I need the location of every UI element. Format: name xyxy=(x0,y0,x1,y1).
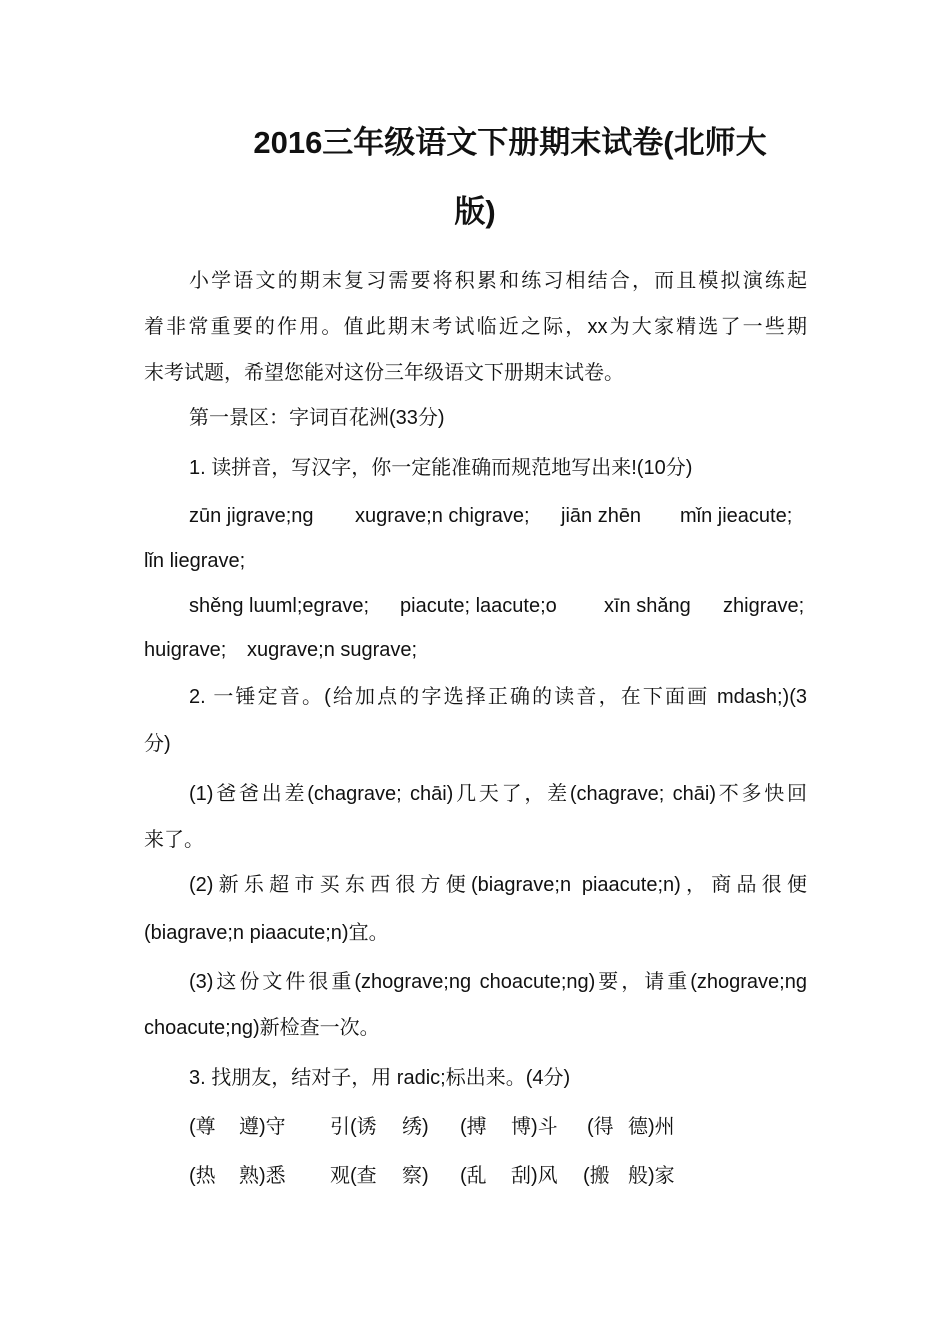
pinyin-row-2 xyxy=(189,592,807,620)
character-choice: 般)家 xyxy=(628,1165,675,1187)
question-1-heading: 1. 读拼音，写汉字，你一定能准确而规范地写出来!(10分) xyxy=(189,457,693,479)
character-choice: (尊 xyxy=(189,1116,216,1138)
character-choice: (热 xyxy=(189,1165,216,1187)
document-title-line-1: 2016三年级语文下册期末试卷(北师大 xyxy=(253,125,767,160)
character-choice: 博)斗 xyxy=(511,1116,558,1138)
pinyin-item: xugrave;n chigrave; xyxy=(355,505,530,527)
question-3-heading: 3. 找朋友，结对子，用 radic;标出来。(4分) xyxy=(189,1067,571,1089)
question-2-item-3-line-1: (3)这份文件很重(zhograve;ng choacute;ng)要，请重(zhograve;ng xyxy=(189,971,807,993)
question-2-heading-line-2: 分) xyxy=(144,733,171,755)
pinyin-item: xugrave;n sugrave; xyxy=(247,639,418,661)
character-choice: 观(查 xyxy=(330,1165,377,1187)
question-2-item-1-line-2: 来了。 xyxy=(144,829,204,851)
character-choice: 德)州 xyxy=(628,1116,675,1138)
character-choice: 遵)守 xyxy=(239,1116,286,1138)
character-choice: 察) xyxy=(402,1165,429,1187)
pinyin-item: jiān zhēn xyxy=(561,505,642,527)
pinyin-item: mǐn jieacute; xyxy=(680,505,793,527)
section-heading: 第一景区：字词百花洲(33分) xyxy=(189,407,445,429)
pinyin-item: xīn shǎng xyxy=(604,595,691,617)
document-title-line-2: 版) xyxy=(454,194,496,229)
pinyin-row-1-continued: lǐn liegrave; xyxy=(144,550,246,572)
pinyin-item: shěng luuml;egrave; xyxy=(189,595,370,617)
pinyin-row-2-continued xyxy=(144,636,807,664)
pinyin-row-1 xyxy=(189,502,807,530)
character-choice: (搬 xyxy=(583,1165,610,1187)
character-choice: 绣) xyxy=(402,1116,429,1138)
pinyin-item: zhigrave; xyxy=(723,595,805,617)
pinyin-item: huigrave; xyxy=(144,639,227,661)
character-choice: (搏 xyxy=(460,1116,487,1138)
character-choice: 熟)悉 xyxy=(239,1165,286,1187)
pinyin-item: piacute; laacute;o xyxy=(400,595,557,617)
character-pair-row-1 xyxy=(189,1113,807,1141)
intro-line-2: 着非常重要的作用。值此期末考试临近之际，xx为大家精选了一些期 xyxy=(144,316,807,338)
pinyin-item: zūn jigrave;ng xyxy=(189,505,314,527)
question-2-item-2-line-2: (biagrave;n piaacute;n)宜。 xyxy=(144,922,389,944)
character-choice: 刮)风 xyxy=(511,1165,558,1187)
character-pair-row-2 xyxy=(189,1162,807,1190)
character-choice: 引(诱 xyxy=(330,1116,377,1138)
character-choice: (得 xyxy=(587,1116,614,1138)
intro-line-3: 末考试题，希望您能对这份三年级语文下册期末试卷。 xyxy=(144,362,624,384)
character-choice: (乱 xyxy=(460,1165,487,1187)
question-2-item-1-line-1: (1)爸爸出差(chagrave; chāi)几天了，差(chagrave; chāi)不多快回 xyxy=(189,783,807,805)
question-2-item-2-line-1: (2)新乐超市买东西很方便(biagrave;n piaacute;n)，商品很便 xyxy=(189,874,807,896)
question-2-item-3-line-2: choacute;ng)新检查一次。 xyxy=(144,1017,380,1039)
question-2-heading-line-1: 2. 一锤定音。(给加点的字选择正确的读音，在下面画 mdash;)(3 xyxy=(189,686,807,708)
intro-line-1: 小学语文的期末复习需要将积累和练习相结合，而且模拟演练起 xyxy=(189,270,807,292)
